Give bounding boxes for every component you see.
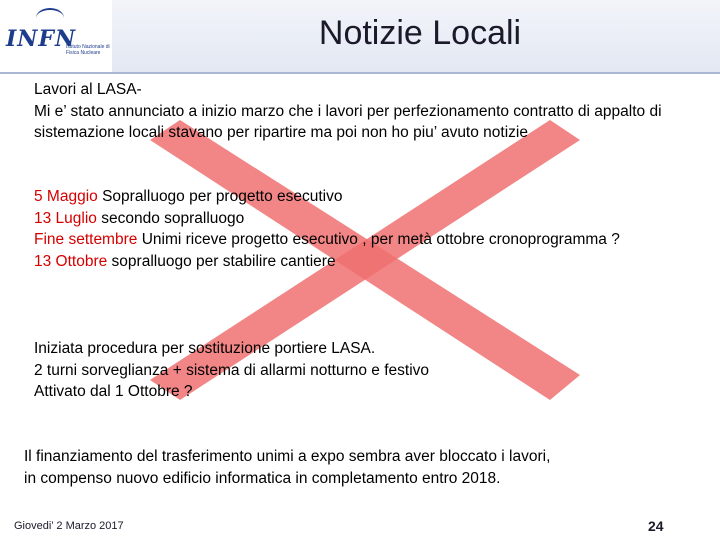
schedule-item <box>34 251 654 273</box>
schedule-item <box>34 208 654 230</box>
schedule-text: secondo sopralluogo <box>96 209 245 227</box>
infn-logo <box>0 0 112 72</box>
logo-arc <box>36 8 64 28</box>
logo-subtitle: Istituto Nazionale di Fisica Nucleare <box>66 44 110 56</box>
finanziamento-line-1: Il finanziamento del trasferimento unimi a expo sembra aver bloccato i lavori, <box>24 448 551 465</box>
schedule-date: 13 Ottobre <box>34 252 108 270</box>
intro-line-1: Lavori al LASA- <box>34 81 142 98</box>
portineria-line-2: 2 turni sorveglianza + sistema di allarmi notturno e festivo <box>34 361 430 379</box>
schedule-date: 5 Maggio <box>34 188 98 205</box>
finanziamento-block <box>24 446 704 489</box>
logo-text: INFN <box>6 26 77 52</box>
schedule-block <box>34 186 654 272</box>
intro-block <box>34 79 694 144</box>
schedule-text: sopralluogo per stabilire cantiere <box>107 252 336 270</box>
schedule-date: Fine settembre <box>34 231 138 248</box>
slide-title: Notizie Locali <box>318 14 522 52</box>
intro-line-2: Mi e’ stato annunciato a inizio marzo che i lavori per perfezionamento contratto di appalto di sistemazione locali stavano per ripartire ma poi non ho piu’ avuto notizie <box>34 102 662 141</box>
schedule-item <box>34 186 654 208</box>
footer-date: Giovedi’ 2 Marzo 2017 <box>14 520 124 532</box>
schedule-text: Sopralluogo per progetto esecutivo <box>97 188 343 205</box>
schedule-item <box>34 229 654 251</box>
schedule-date: 13 Luglio <box>34 209 97 227</box>
portineria-line-3: Attivato dal 1 Ottobre ? <box>34 383 193 400</box>
page-number: 24 <box>648 518 664 534</box>
schedule-text: Unimi riceve progetto esecutivo , per metà ottobre cronoprogramma ? <box>137 231 620 248</box>
portineria-block <box>34 338 654 403</box>
portineria-line-1: Iniziata procedura per sostituzione portiere LASA. <box>34 340 376 357</box>
finanziamento-line-2: in compenso nuovo edificio informatica in completamento entro 2018. <box>24 469 501 487</box>
